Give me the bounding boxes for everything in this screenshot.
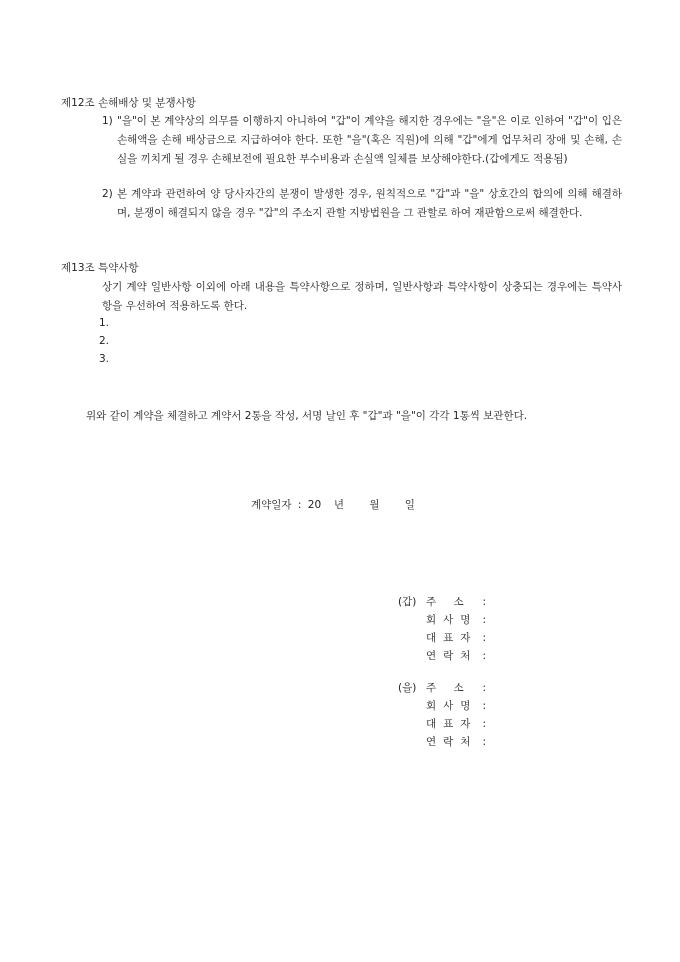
article12-item2-number: 2) [102, 188, 113, 200]
article13-title: 제13조 특약사항 [61, 262, 139, 274]
article12-item2-text: 본 계약과 관련하여 양 당사자간의 분쟁이 발생한 경우, 원칙적으로 "갑"과 "을" 상호간의 합의에 의해 해결하며, 분쟁이 해결되지 않을 경우 "갑"의 주소지 관할 지방법원을 그 관할로 하여 재판함으로써 해결한다. [117, 188, 622, 219]
field-label: 대표자 [426, 632, 478, 644]
party-eul-representative-field [426, 715, 486, 734]
field-colon: : [482, 682, 486, 694]
article13-text: 상기 계약 일반사항 이외에 아래 내용을 특약사항으로 정하며, 일반사항과 특약사항이 상충되는 경우에는 특약사항을 우선하여 적용하도록 한다. [102, 281, 622, 312]
field-colon: : [482, 596, 486, 608]
contract-date: 계약일자 : 20 년 월 일 [251, 499, 415, 511]
field-label: 회사명 [426, 614, 478, 626]
special-item-3: 3. [99, 353, 110, 365]
field-label: 회사명 [426, 700, 478, 712]
field-colon: : [482, 700, 486, 712]
field-label: 대표자 [426, 718, 478, 730]
party-eul-company-field [426, 697, 486, 716]
party-gap-company-field [426, 611, 486, 630]
field-colon: : [482, 614, 486, 626]
party-gap-label: (갑) [398, 596, 417, 608]
field-colon: : [482, 632, 486, 644]
article12-item1-number: 1) [102, 115, 113, 127]
field-colon: : [482, 736, 486, 748]
field-label: 주 소 [426, 682, 471, 694]
field-label: 주 소 [426, 596, 471, 608]
special-item-1: 1. [99, 317, 110, 329]
field-label: 연락처 [426, 650, 478, 662]
article12-title: 제12조 손해배상 및 분쟁사항 [61, 97, 196, 109]
article12-item1-text: "을"이 본 계약상의 의무를 이행하지 아니하여 "갑"이 계약을 해지한 경우에는 "을"은 이로 인하여 "갑"이 입은 손해액을 손해 배상금으로 지급하여야 한다. 또한 "을"(혹은 직원)에 의해 "갑"에게 업무처리 장애 및 손해, 손실을 끼치게 될 경우 손해보전에 필요한 부수비용과 손실액 일체를 보상해야한다.(갑에게도 적용됨) [117, 115, 622, 165]
field-colon: : [482, 650, 486, 662]
field-label: 연락처 [426, 736, 478, 748]
party-eul-contact-field [426, 733, 486, 752]
party-gap-contact-field [426, 647, 486, 666]
party-eul-label: (을) [398, 682, 417, 694]
party-gap-representative-field [426, 629, 486, 648]
field-colon: : [482, 718, 486, 730]
special-item-2: 2. [99, 335, 110, 347]
party-eul-address-field [426, 679, 486, 698]
party-gap-address-field [426, 593, 486, 612]
closing-statement: 위와 같이 계약을 체결하고 계약서 2통을 작성, 서명 날인 후 "갑"과 "을"이 각각 1통씩 보관한다. [86, 410, 528, 422]
